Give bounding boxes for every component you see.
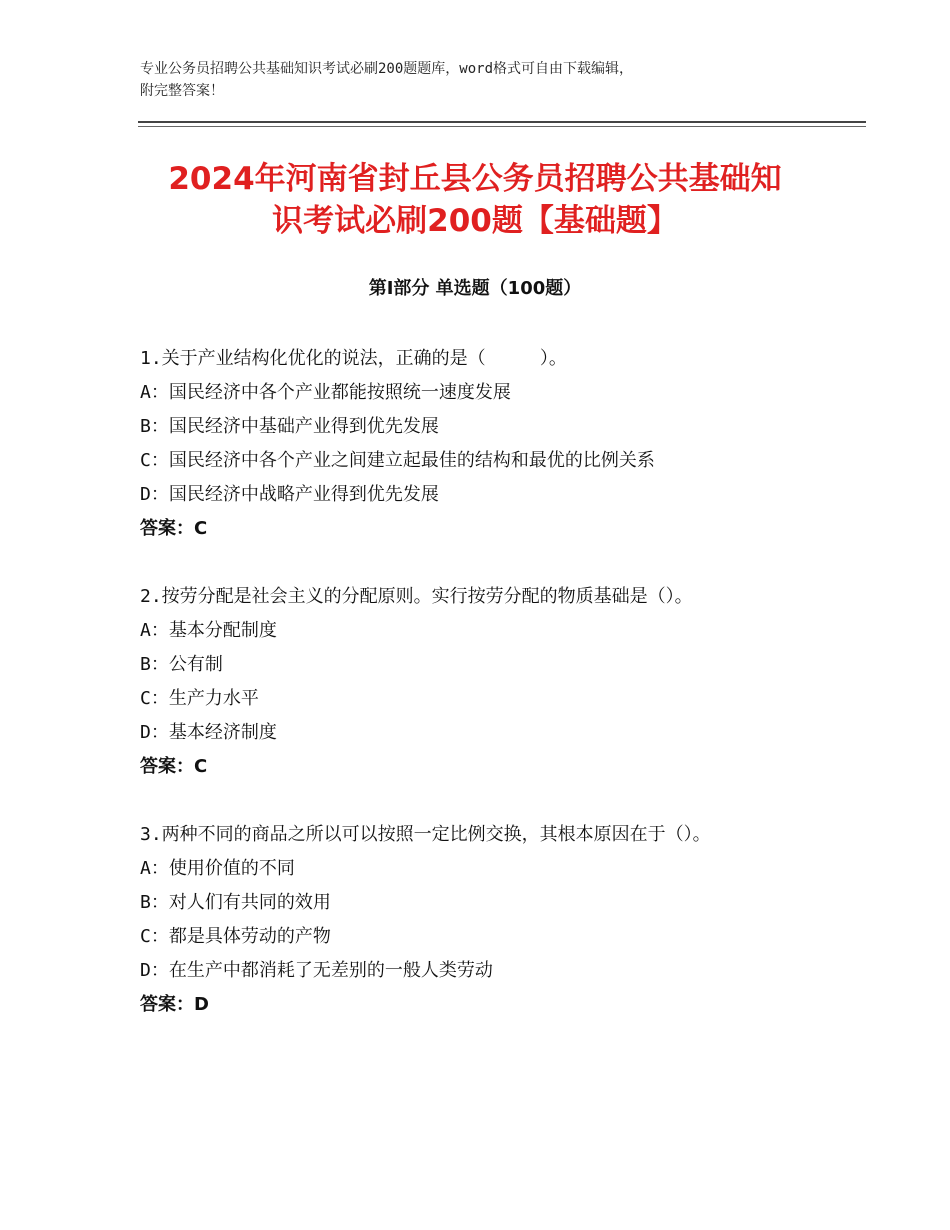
option-a: A：国民经济中各个产业都能按照统一速度发展 xyxy=(140,382,511,403)
option-a: A：基本分配制度 xyxy=(140,620,277,641)
question-1 xyxy=(140,342,820,546)
question-3 xyxy=(140,818,820,1022)
header-divider-thick xyxy=(138,121,866,123)
option-a: A：使用价值的不同 xyxy=(140,858,295,879)
answer: 答案：D xyxy=(140,994,209,1015)
header-note-line-1: 专业公务员招聘公共基础知识考试必刷200题题库，word格式可自由下载编辑， xyxy=(140,61,633,77)
answer: 答案：C xyxy=(140,756,208,777)
option-b: B：国民经济中基础产业得到优先发展 xyxy=(140,416,439,437)
section-title: 第Ⅰ部分 单选题（100题） xyxy=(368,278,582,299)
option-c: C：国民经济中各个产业之间建立起最佳的结构和最优的比例关系 xyxy=(140,450,655,471)
option-b: B：公有制 xyxy=(140,654,223,675)
option-b: B：对人们有共同的效用 xyxy=(140,892,331,913)
option-d: D：在生产中都消耗了无差别的一般人类劳动 xyxy=(140,960,493,981)
option-c: C：都是具体劳动的产物 xyxy=(140,926,331,947)
question-stem: 1.关于产业结构化优化的说法，正确的是（ ）。 xyxy=(140,348,567,369)
question-stem: 3.两种不同的商品之所以可以按照一定比例交换，其根本原因在于（）。 xyxy=(140,824,711,845)
question-stem: 2.按劳分配是社会主义的分配原则。实行按劳分配的物质基础是（）。 xyxy=(140,586,693,607)
option-d: D：基本经济制度 xyxy=(140,722,277,743)
document-title-line-2: 识考试必刷200题【基础题】 xyxy=(272,203,678,239)
header-divider-thin xyxy=(138,126,866,127)
answer: 答案：C xyxy=(140,518,208,539)
option-d: D：国民经济中战略产业得到优先发展 xyxy=(140,484,439,505)
question-list xyxy=(140,342,820,1056)
question-2 xyxy=(140,580,820,784)
document-title-line-1: 2024年河南省封丘县公务员招聘公共基础知 xyxy=(168,161,782,197)
option-c: C：生产力水平 xyxy=(140,688,259,709)
header-note-line-2: 附完整答案！ xyxy=(140,83,224,99)
header-note xyxy=(140,58,830,102)
document-title xyxy=(100,158,850,242)
